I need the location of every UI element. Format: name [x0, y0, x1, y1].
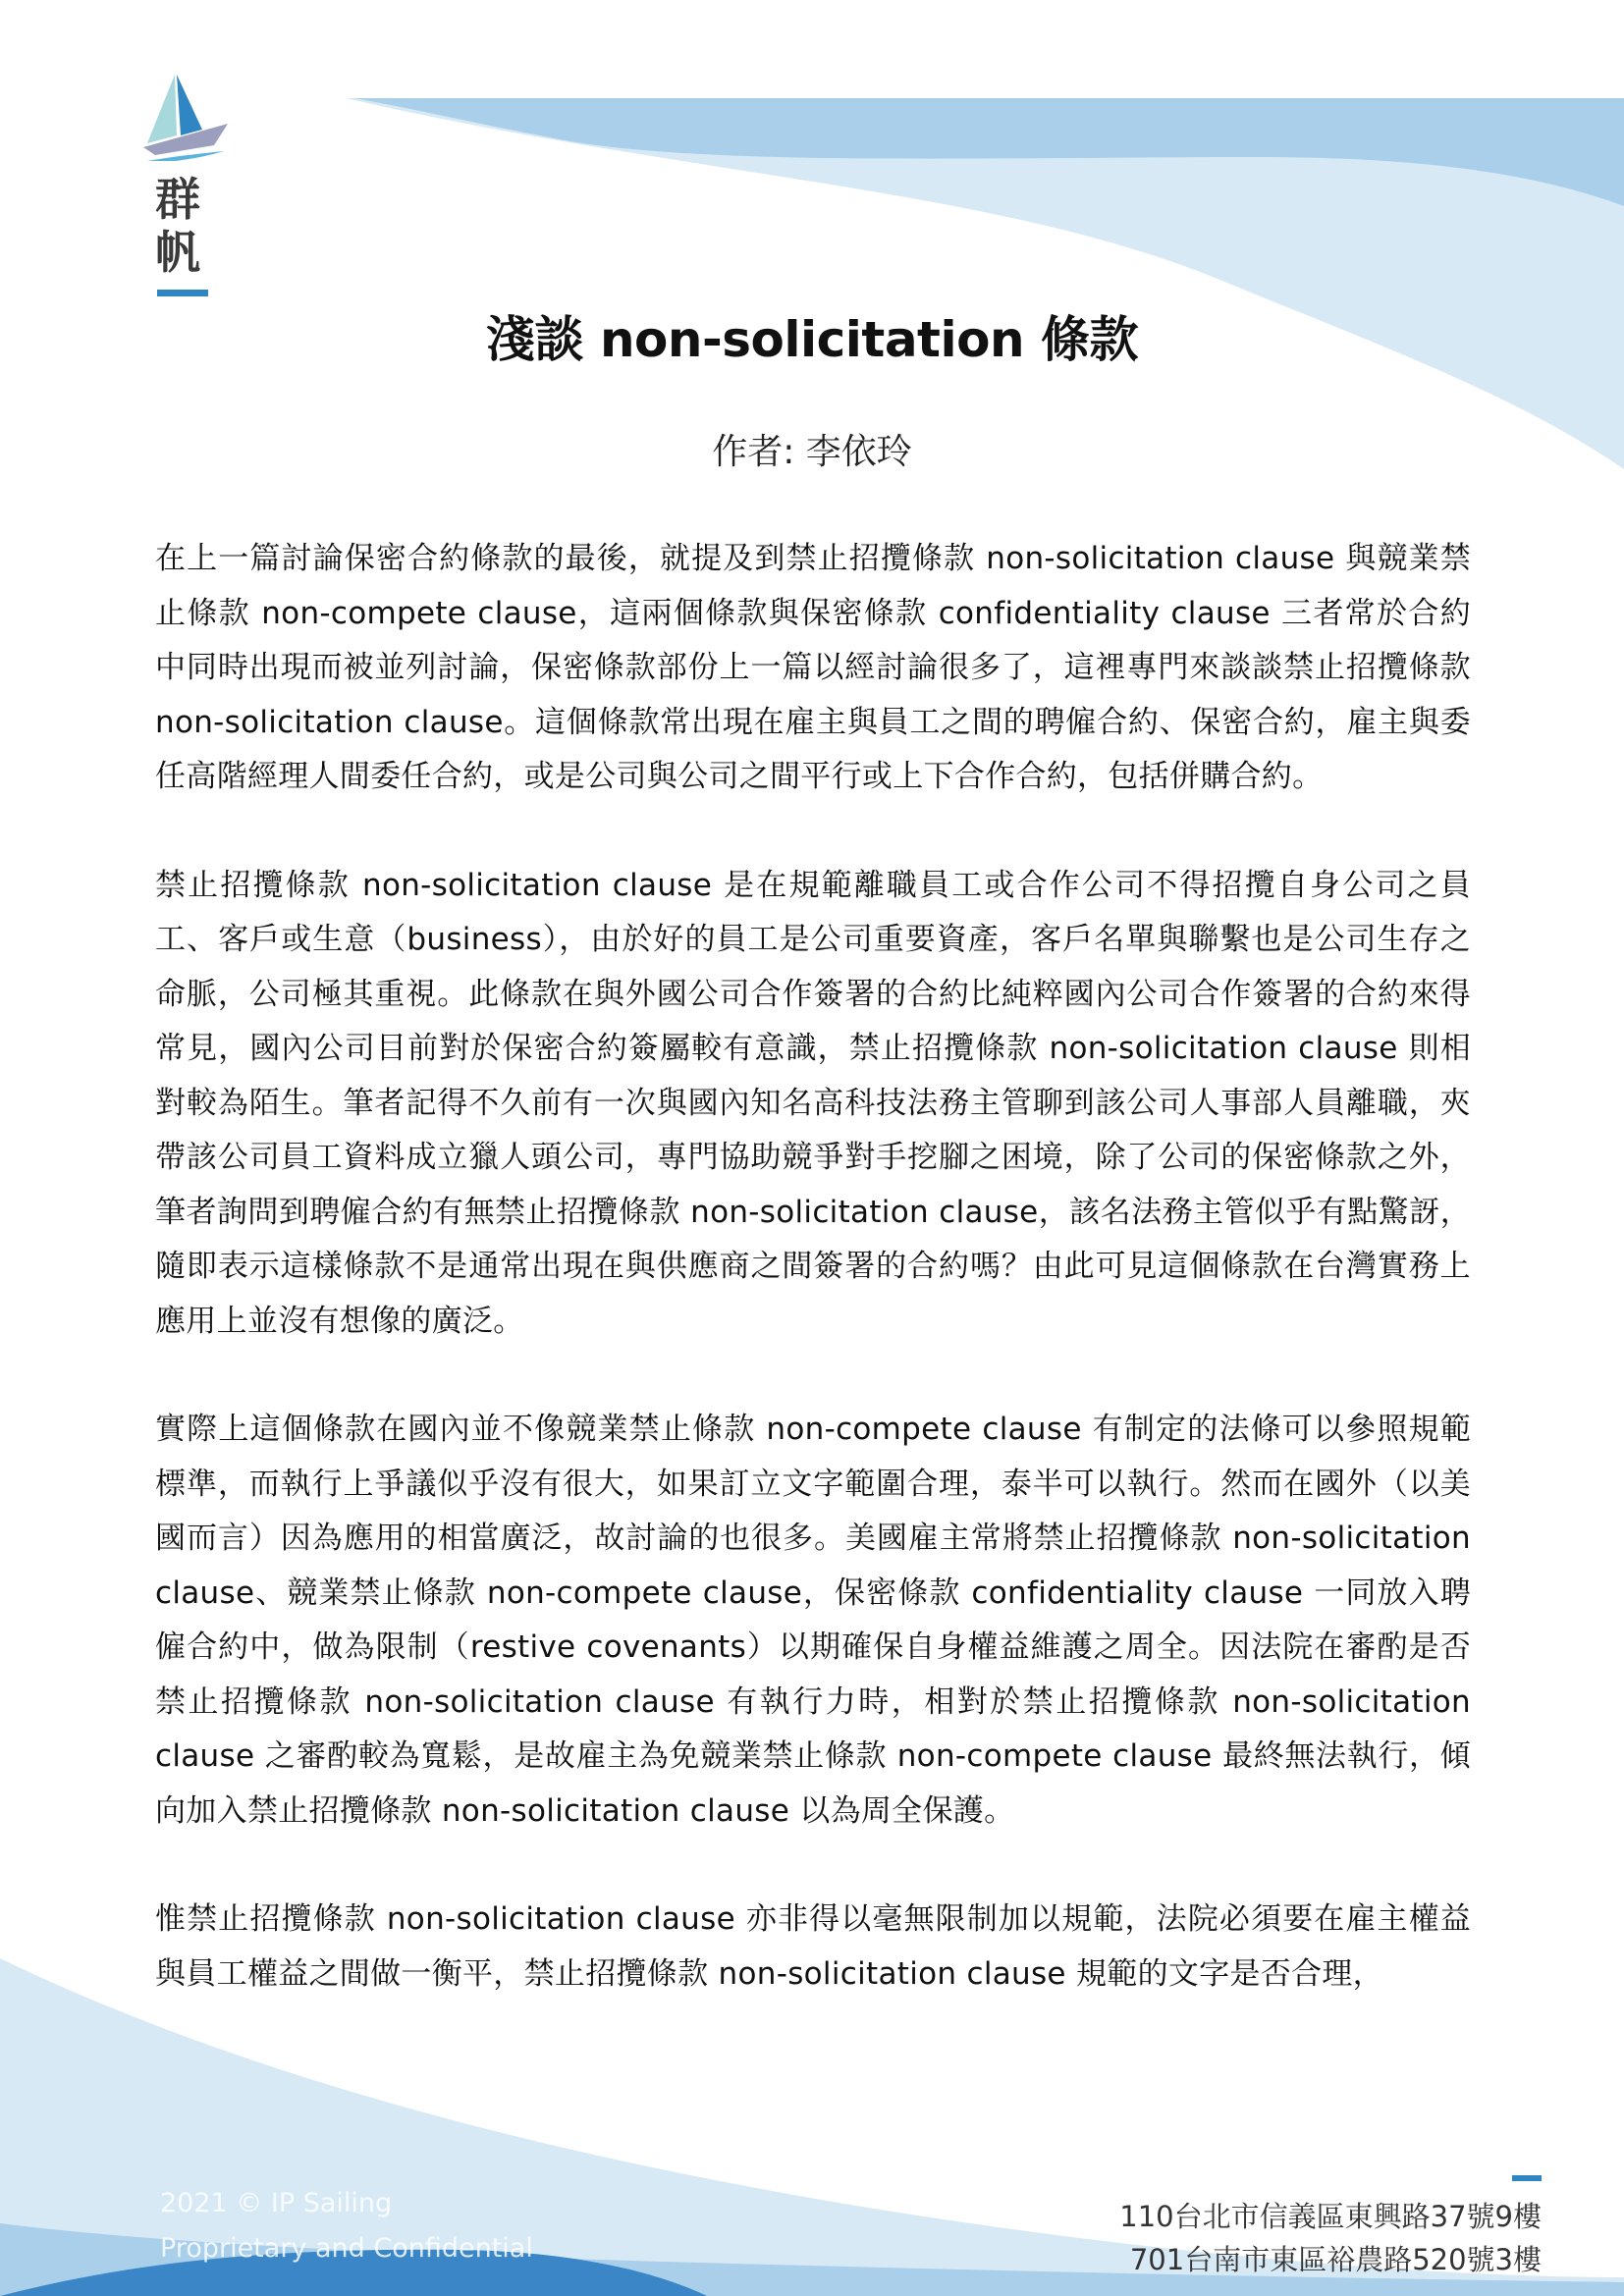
company-name-line2: 帆	[155, 226, 200, 279]
company-name	[155, 173, 214, 279]
company-logo	[126, 73, 234, 161]
paragraph-1: 在上一篇討論保密合約條款的最後，就提及到禁止招攬條款 non-solicitation clause 與競業禁止條款 non-compete clause，這兩個條款與保密條款 confidentiality clause 三者常於合約中同時出現而被並列討論，保密條款部份上一篇以經討論很多了，這裡專門來談談禁止招攬條款 non-solicitation clause。這個條款常出現在雇主與員工之間的聘僱合約、保密合約，雇主與委任高階經理人間委任合約，或是公司與公司之間平行或上下合作合約，包括併購合約。	[155, 541, 1471, 794]
paragraph-2: 禁止招攬條款 non-solicitation clause 是在規範離職員工或合作公司不得招攬自身公司之員工、客戶或生意（business），由於好的員工是公司重要資產，客戶名單與聯繫也是公司生存之命脈，公司極其重視。此條款在與外國公司合作簽署的合約比純粹國內公司合作簽署的合約來得常見，國內公司目前對於保密合約簽屬較有意識，禁止招攬條款 non-solicitation clause 則相對較為陌生。筆者記得不久前有一次與國內知名高科技法務主管聊到該公司人事部人員離職，夾帶該公司員工資料成立獵人頭公司，專門協助競爭對手挖腳之困境，除了公司的保密條款之外，筆者詢問到聘僱合約有無禁止招攬條款 non-solicitation clause，該名法務主管似乎有點驚訝，隨即表示這樣條款不是通常出現在與供應商之間簽署的合約嗎？由此可見這個條款在台灣實務上應用上並沒有想像的廣泛。	[155, 867, 1471, 1339]
footer-accent-bar	[1512, 2175, 1542, 2181]
company-name-line1: 群	[155, 173, 200, 226]
paragraph-4: 惟禁止招攬條款 non-solicitation clause 亦非得以毫無限制加以規範，法院必須要在雇主權益與員工權益之間做一衡平，禁止招攬條款 non-solicitation clause 規範的文字是否合理，	[155, 1901, 1471, 1992]
address-taipei: 110台北市信義區東興路37號9樓	[1119, 2200, 1542, 2233]
sailboat-icon	[126, 73, 234, 161]
footer-addresses	[1119, 2195, 1542, 2281]
document-title: 淺談 non-solicitation 條款	[486, 311, 1138, 368]
document-body	[155, 532, 1471, 2056]
footer-copyright-block	[160, 2181, 533, 2271]
footer-confidentiality: Proprietary and Confidential	[160, 2233, 533, 2264]
paragraph-3: 實際上這個條款在國內並不像競業禁止條款 non-compete clause 有制定的法條可以參照規範標準，而執行上爭議似乎沒有很大，如果訂立文字範圍合理，泰半可以執行。然而在國外（以美國而言）因為應用的相當廣泛，故討論的也很多。美國雇主常將禁止招攬條款 non-solicitation clause、競業禁止條款 non-compete clause，保密條款 confidentiality clause 一同放入聘僱合約中，做為限制（restive covenants）以期確保自身權益維護之周全。因法院在審酌是否禁止招攬條款 non-solicitation clause 有執行力時，相對於禁止招攬條款 non-solicitation clause 之審酌較為寬鬆，是故雇主為免競業禁止條款 non-compete clause 最終無法執行，傾向加入禁止招攬條款 non-solicitation clause 以為周全保護。	[155, 1412, 1471, 1829]
footer-copyright: 2021 © IP Sailing	[160, 2188, 393, 2218]
logo-accent-bar	[157, 290, 208, 296]
address-tainan: 701台南市東區裕農路520號3樓	[1129, 2243, 1542, 2276]
document-author: 作者: 李依玲	[712, 432, 912, 472]
